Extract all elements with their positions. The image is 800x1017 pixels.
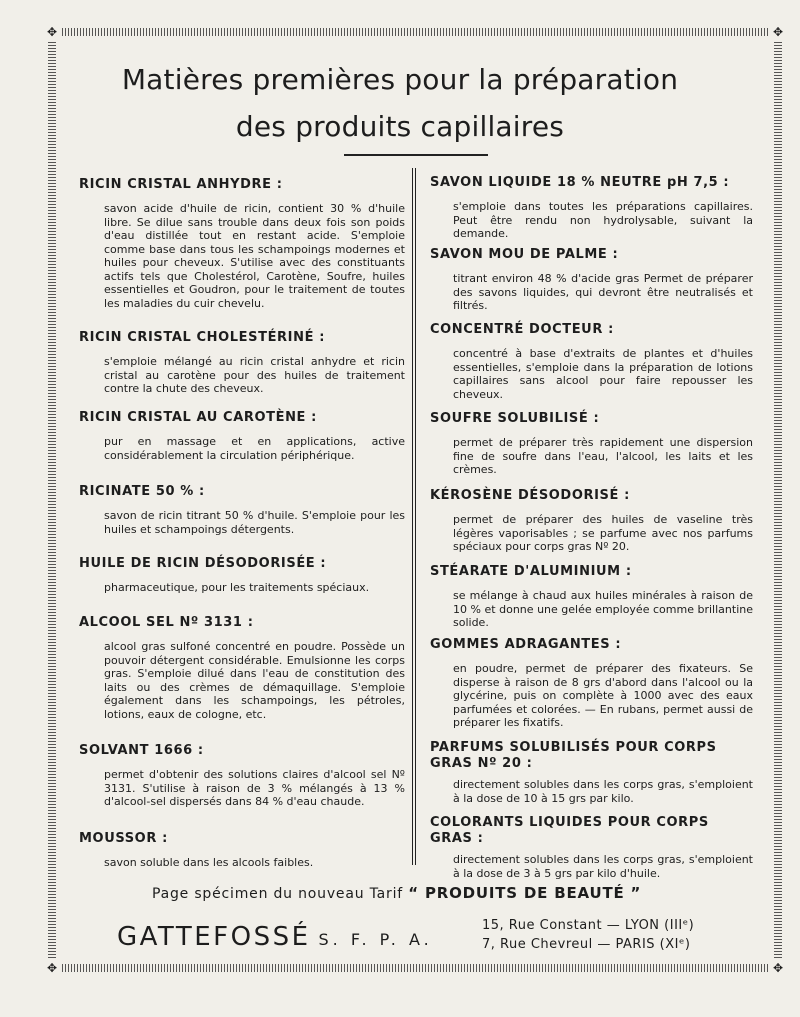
border-bottom: [62, 964, 768, 972]
title-line-2: des produits capillaires: [235, 110, 565, 143]
product-description: savon soluble dans les alcools faibles.: [104, 856, 314, 869]
product-heading: KÉROSÈNE DÉSODORISÉ :: [430, 488, 630, 503]
product-description: en poudre, permet de préparer des fixateurs. Se disperse à raison de 8 grs d'abord dans l'alcool ou la glycérine, puis on complète à 1000 avec des eaux parfumées et colorées. — En rubans, permet aussi de préparer les fixatifs.: [453, 662, 753, 729]
product-entry: [79, 177, 405, 310]
product-entry: [430, 740, 753, 805]
product-entry: [79, 410, 405, 462]
product-heading: RICINATE 50 % :: [79, 484, 205, 499]
product-description: directement solubles dans les corps gras, s'emploient à la dose de 10 à 15 grs par kilo.: [453, 778, 753, 805]
product-entry: [430, 247, 753, 313]
corner-ornament-icon: ✥: [46, 961, 58, 975]
catalog-name: “ PRODUITS DE BEAUTÉ ”: [408, 884, 642, 902]
product-description: se mélange à chaud aux huiles minérales à raison de 10 % et donne une gelée employée comme brillantine solide.: [453, 589, 753, 629]
specimen-line: [152, 884, 641, 902]
product-entry: [79, 484, 405, 536]
specimen-text: Page spécimen du nouveau Tarif: [152, 886, 404, 902]
product-description: permet de préparer des huiles de vaseline très légères vaporisables ; se parfume avec nos parfums spéciaux pour corps gras Nº 20.: [453, 513, 753, 553]
product-entry: [430, 637, 753, 730]
product-description: permet de préparer très rapidement une dispersion fine de soufre dans l'eau, l'alcool, les laits et les crèmes.: [453, 436, 753, 476]
title-underline: [344, 154, 488, 156]
product-entry: [430, 411, 753, 477]
product-entry: [430, 322, 753, 401]
product-description: savon acide d'huile de ricin, contient 30 % d'huile libre. Se dilue sans trouble dans deux fois son poids d'eau distillée tout en restant acide. S'emploie comme base dans tous les schampoings modernes et huiles pour cheveux. S'utilise avec des constituants actifs tels que Cholestérol, Carotène, Soufre, huiles essentielles et Goudron, pour le traitement de toutes les maladies du cuir chevelu.: [104, 202, 405, 310]
company-name: [117, 922, 433, 952]
product-description: s'emploie dans toutes les préparations capillaires. Peut être rendu non hydrolysable, suivant la demande.: [453, 200, 753, 240]
product-entry: [79, 615, 405, 721]
border-right: [774, 42, 782, 958]
column-divider: [412, 168, 416, 865]
product-heading: SOLVANT 1666 :: [79, 743, 204, 758]
address-paris: 7, Rue Chevreul — PARIS (XIᵉ): [482, 937, 691, 952]
product-heading: MOUSSOR :: [79, 831, 168, 846]
product-heading: STÉARATE D'ALUMINIUM :: [430, 564, 632, 579]
product-heading: SOUFRE SOLUBILISÉ :: [430, 411, 600, 426]
corner-ornament-icon: ✥: [46, 25, 58, 39]
page-title: [0, 56, 800, 150]
product-heading: RICIN CRISTAL CHOLESTÉRINÉ :: [79, 330, 325, 345]
product-entry: [430, 815, 753, 880]
product-heading: RICIN CRISTAL ANHYDRE :: [79, 177, 283, 192]
product-heading: SAVON LIQUIDE 18 % NEUTRE pH 7,5 :: [430, 175, 730, 190]
product-heading: PARFUMS SOLUBILISÉS POUR CORPS GRAS Nº 20 :: [430, 740, 717, 771]
product-description: s'emploie mélangé au ricin cristal anhydre et ricin cristal au carotène pour des huiles de traitement contre la chute des cheveux.: [104, 355, 405, 395]
product-description: savon de ricin titrant 50 % d'huile. S'emploie pour les huiles et schampoings détergents.: [104, 509, 405, 536]
address-lyon: 15, Rue Constant — LYON (IIIᵉ): [482, 918, 695, 933]
product-heading: ALCOOL SEL Nº 3131 :: [79, 615, 254, 630]
product-description: permet d'obtenir des solutions claires d'alcool sel Nº 3131. S'utilise à raison de 3 % mélangés à 13 % d'alcool-sel dispersés dans 84 % d'eau chaude.: [104, 768, 405, 808]
border-top: [62, 28, 768, 36]
product-entry: [79, 743, 405, 809]
product-entry: [79, 556, 405, 595]
corner-ornament-icon: ✥: [772, 25, 784, 39]
brand-suffix: S. F. P. A.: [318, 930, 433, 949]
border-left: [48, 42, 56, 958]
product-description: concentré à base d'extraits de plantes et d'huiles essentielles, s'emploie dans la préparation de lotions capillaires sans alcool pour faire repousser les cheveux.: [453, 347, 753, 401]
product-entry: [79, 831, 405, 870]
product-description: pharmaceutique, pour les traitements spéciaux.: [104, 581, 370, 594]
product-entry: [79, 330, 405, 396]
product-heading: GOMMES ADRAGANTES :: [430, 637, 622, 652]
product-heading: RICIN CRISTAL AU CAROTÈNE :: [79, 410, 317, 425]
product-description: directement solubles dans les corps gras, s'emploient à la dose de 3 à 5 grs par kilo d'huile.: [453, 853, 753, 880]
brand-name: GATTEFOSSÉ: [117, 922, 311, 952]
company-addresses: [482, 916, 694, 954]
product-description: alcool gras sulfoné concentré en poudre. Possède un pouvoir détergent considérable. Emulsionne les corps gras. S'emploie dilué dans l'eau de constitution des laits ou des crèmes de démaquillage. S'emploie également dans les schampoings, les pétroles, lotions, eaux de cologne, etc.: [104, 640, 405, 721]
product-heading: CONCENTRÉ DOCTEUR :: [430, 322, 614, 337]
corner-ornament-icon: ✥: [772, 961, 784, 975]
product-entry: [430, 175, 753, 241]
product-description: pur en massage et en applications, active considérablement la circulation périphérique.: [104, 435, 405, 462]
title-line-1: Matières premières pour la préparation: [121, 63, 679, 96]
product-description: titrant environ 48 % d'acide gras Permet de préparer des savons liquides, qui devront être neutralisés et filtrés.: [453, 272, 753, 312]
product-heading: SAVON MOU DE PALME :: [430, 247, 619, 262]
product-heading: HUILE DE RICIN DÉSODORISÉE :: [79, 556, 327, 571]
product-entry: [430, 488, 753, 554]
product-entry: [430, 564, 753, 630]
product-heading: COLORANTS LIQUIDES POUR CORPS GRAS :: [430, 815, 709, 846]
